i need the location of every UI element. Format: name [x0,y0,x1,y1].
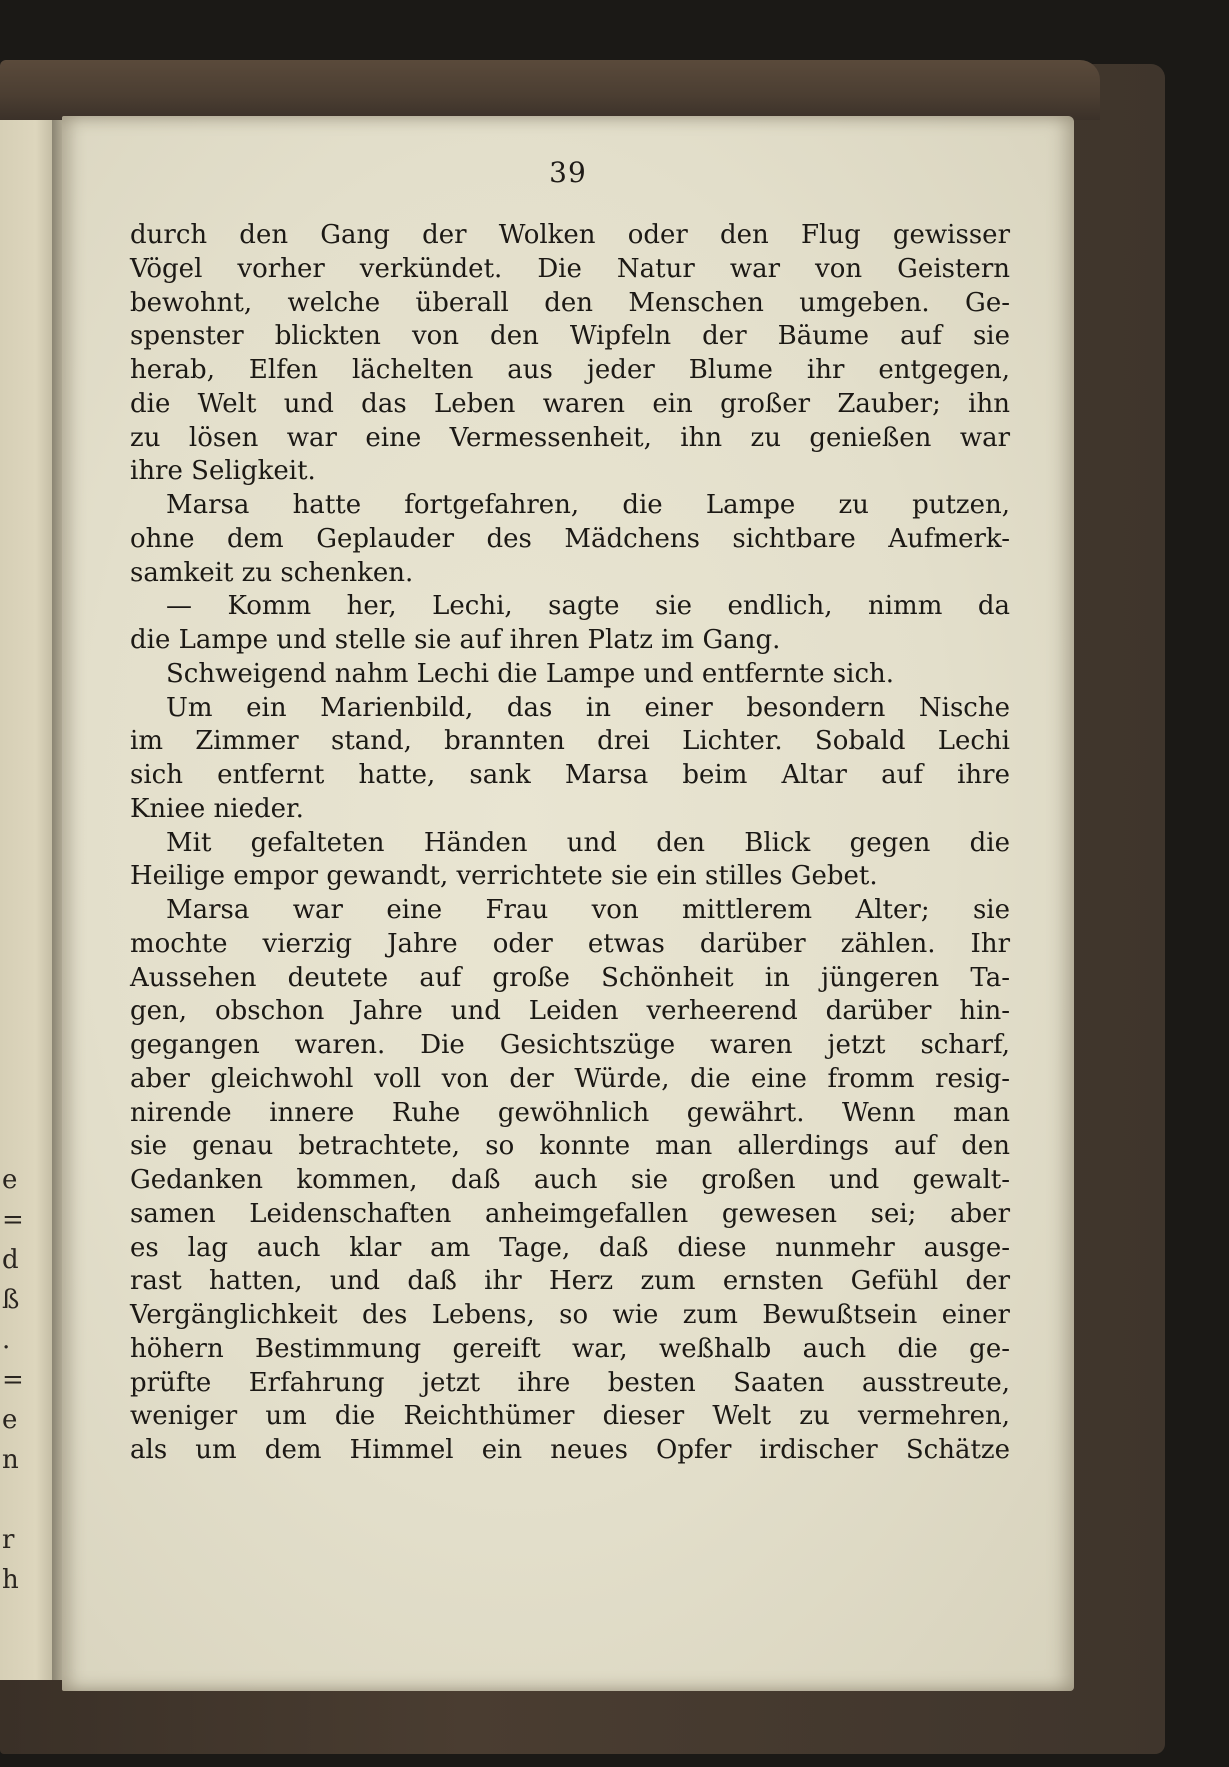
book-page [62,116,1074,1691]
text-line: Aussehen deutete auf große Schönheit in jüngeren Ta- [130,962,1010,993]
text-line: Heilige empor gewandt, verrichtete sie ein stilles Gebet. [130,861,878,892]
text-line: samen Leidenschaften anheimgefallen gewesen sei; aber [130,1198,1010,1229]
text-line: Um ein Marienbild, das in einer besondern Nische [166,692,1010,723]
text-line: sich entfernt hatte, sank Marsa beim Altar auf ihre [130,760,1010,790]
text-line: im Zimmer stand, brannten drei Lichter. Sobald Lechi [130,726,1010,757]
left-page-text-fragments: e = d ß . = e n r h [2,1165,24,1595]
text-line: Mit gefalteten Händen und den Blick gegen die [166,827,1010,858]
text-line: Vergänglichkeit des Lebens, so wie zum Bewußtsein einer [130,1300,1010,1330]
text-line: zu lösen war eine Vermessenheit, ihn zu genießen war [130,422,1010,453]
text-line: rast hatten, und daß ihr Herz zum ernsten Gefühl der [130,1266,1010,1297]
text-line: Marsa war eine Frau von mittlerem Alter; sie [166,895,1010,925]
cover-top-edge [0,60,1100,120]
left-page-edge [0,120,60,1680]
text-line: Vögel vorher verkündet. Die Natur war von Geistern [130,253,1010,284]
text-line: es lag auch klar am Tage, daß diese nunmehr ausge- [130,1232,1010,1263]
text-line: ohne dem Geplauder des Mädchens sichtbare Aufmerk- [130,523,1010,554]
text-line: Gedanken kommen, daß auch sie großen und gewalt- [130,1165,1010,1195]
text-line: herab, Elfen lächelten aus jeder Blume ihr entgegen, [130,355,1010,385]
text-line: gegangen waren. Die Gesichtszüge waren jetzt scharf, [130,1030,1010,1060]
text-line: nirende innere Ruhe gewöhnlich gewährt. Wenn man [130,1097,1010,1128]
text-line: durch den Gang der Wolken oder den Flug gewisser [130,220,1010,250]
text-line: prüfte Erfahrung jetzt ihre besten Saaten ausstreute, [130,1367,1010,1398]
page-text [130,219,1010,1468]
page-number: 39 [549,156,587,189]
text-line: bewohnt, welche überall den Menschen umgeben. Ge- [130,287,1010,318]
text-line: Schweigend nahm Lechi die Lampe und entfernte sich. [166,658,895,689]
text-line: ihre Seligkeit. [130,456,316,487]
text-line: als um dem Himmel ein neues Opfer irdischer Schätze [130,1435,1010,1465]
text-line: weniger um die Reichthümer dieser Welt zu vermehren, [130,1401,1010,1432]
text-line: — Komm her, Lechi, sagte sie endlich, nimm da [166,591,1010,622]
text-line: höhern Bestimmung gereift war, weßhalb auch die ge- [130,1333,1010,1364]
text-line: samkeit zu schenken. [130,557,414,588]
text-line: mochte vierzig Jahre oder etwas darüber zählen. Ihr [130,928,1010,959]
text-line: gen, obschon Jahre und Leiden verheerend darüber hin- [130,996,1010,1027]
text-line: Kniee nieder. [130,793,304,824]
text-line: Marsa hatte fortgefahren, die Lampe zu putzen, [166,490,1010,520]
text-line: die Welt und das Leben waren ein großer Zauber; ihn [130,388,1010,419]
text-line: sie genau betrachtete, so konnte man allerdings auf den [130,1131,1010,1162]
text-line: die Lampe und stelle sie auf ihren Platz im Gang. [130,625,781,655]
text-line: aber gleichwohl voll von der Würde, die eine fromm resig- [130,1063,1010,1094]
text-line: spenster blickten von den Wipfeln der Bäume auf sie [130,321,1010,352]
